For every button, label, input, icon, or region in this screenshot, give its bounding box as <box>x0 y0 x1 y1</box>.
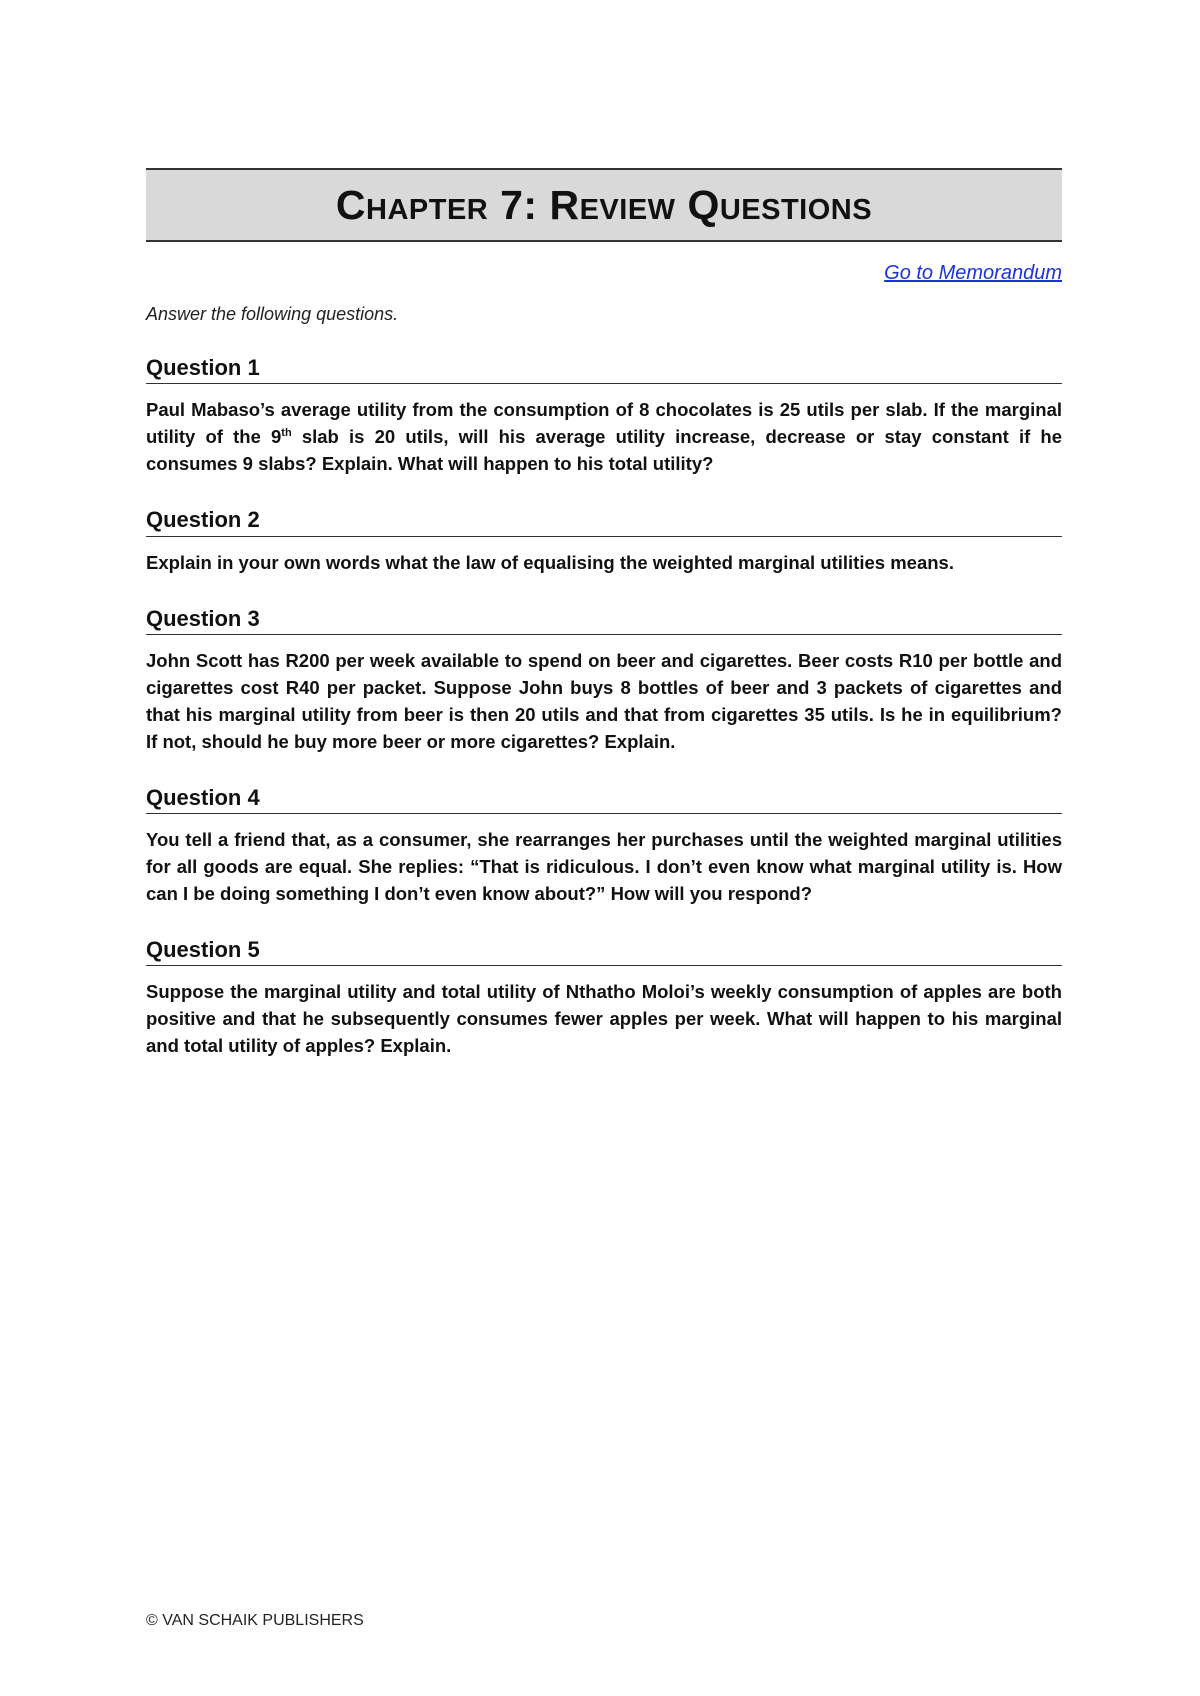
question-3 <box>146 606 1062 755</box>
question-text-part: slab is 20 utils, will his average utility increase, decrease or stay constant if he consumes 9 slabs? Explain. What will happen to his total utility? <box>146 426 1062 475</box>
question-text <box>146 396 1062 477</box>
question-text: John Scott has R200 per week available to spend on beer and cigarettes. Beer costs R10 per bottle and cigarettes cost R40 per packet. Suppose John buys 8 bottles of beer and 3 packets of cigarettes and that his marginal utility from beer is then 20 utils and that from cigarettes 35 utils. Is he in equilibrium? If not, should he buy more beer or more cigarettes? Explain. <box>146 649 1062 752</box>
go-to-memorandum-link[interactable]: Go to Memorandum <box>884 262 1062 284</box>
chapter-title: Chapter 7: Review Questions <box>335 181 873 228</box>
question-1 <box>146 355 1062 477</box>
question-text: Suppose the marginal utility and total utility of Nthatho Moloi’s weekly consumption of apples are both positive and that he subsequently consumes fewer apples per week. What will happen to his marginal and total utility of apples? Explain. <box>146 981 1062 1057</box>
question-2 <box>146 507 1062 575</box>
ordinal-superscript: th <box>281 427 292 440</box>
question-text-part: Paul Mabaso’s average utility from the consumption of 8 chocolates is 25 utils per slab. If the marginal utility of the 9 <box>146 399 1062 448</box>
question-text: You tell a friend that, as a consumer, she rearranges her purchases until the weighted marginal utilities for all goods are equal. She replies: “That is ridiculous. I don’t even know what marginal utility is. How can I be doing something I don’t even know about?” How will you respond? <box>146 829 1062 905</box>
chapter-banner <box>146 168 1062 242</box>
question-4 <box>146 785 1062 907</box>
memo-link-row <box>146 262 1062 288</box>
question-5 <box>146 937 1062 1059</box>
question-heading: Question 5 <box>146 937 1062 966</box>
question-heading: Question 4 <box>146 785 1062 814</box>
question-heading: Question 2 <box>146 507 1062 536</box>
instructions: Answer the following questions. <box>146 304 399 324</box>
question-heading: Question 1 <box>146 355 1062 384</box>
question-text: Explain in your own words what the law of equalising the weighted marginal utilities means. <box>146 551 954 573</box>
publisher-footer: © VAN SCHAIK PUBLISHERS <box>146 1612 364 1629</box>
document-page <box>146 168 1062 1059</box>
question-heading: Question 3 <box>146 606 1062 635</box>
